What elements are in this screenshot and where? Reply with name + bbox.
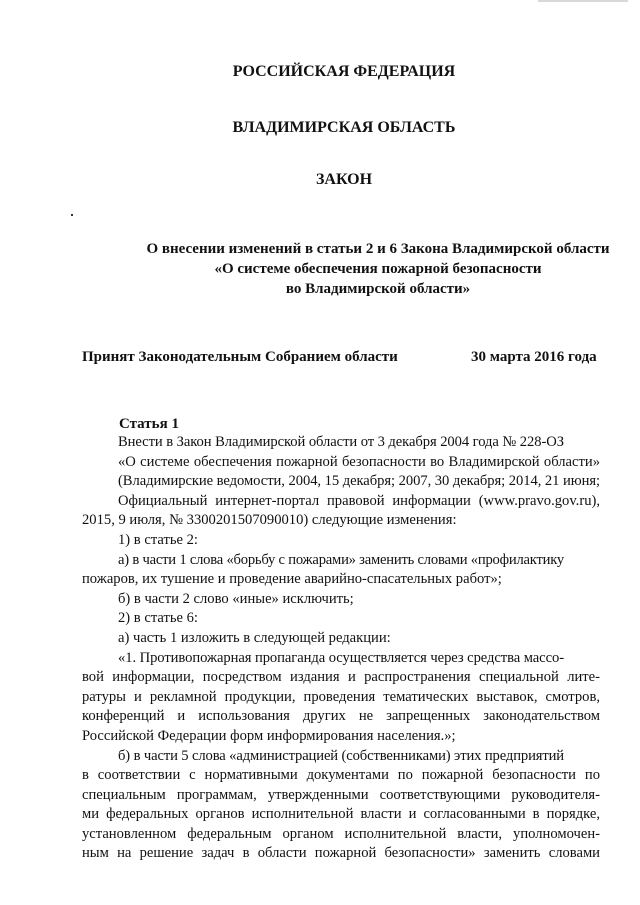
body-line: ратуры и рекламной продукции, проведения тематических выставок, смотров, [82,688,600,705]
body-line: 2) в статье 6: [118,610,198,627]
body-line: вой информации, посредством издания и распространения специальной лите- [82,669,600,686]
adopted-by-label: Принят Законодательным Собранием области [82,349,398,365]
body-line: «1. Противопожарная пропаганда осуществляется через средства массо- [118,649,564,666]
scan-speck [71,214,73,216]
country-heading: РОССИЙСКАЯ ФЕДЕРАЦИЯ [232,63,456,80]
item-2 [82,609,600,629]
body-line: «О системе обеспечения пожарной безопасности во Владимирской области» [118,453,600,470]
paragraph-intro [82,433,600,511]
body-line: в соответствии с нормативными документами по пожарной безопасности по [82,767,600,784]
body-line: ми федеральных органов исполнительной власти и согласованными в порядке, [82,806,600,823]
body-line: а) часть 1 изложить в следующей редакции: [118,629,391,646]
body-line: 2015, 9 июля, № 3300201507090010) следующие изменения: [82,512,457,529]
item-1 [82,531,600,551]
item-2b-cont [82,766,600,864]
body-line: 1) в статье 2: [118,531,198,548]
paragraph-intro-end [82,511,600,531]
law-title-line-1: О внесении изменений в статьи 2 и 6 Закона Владимирской области [146,241,610,257]
item-2a-quote-end [82,727,600,747]
article-heading: Статья 1 [119,416,179,432]
item-2b [82,747,600,767]
item-1a-end [82,570,600,590]
body-line: Официальный интернет-портал правовой информации (www.pravo.gov.ru), [118,492,600,509]
region-heading: ВЛАДИМИРСКАЯ ОБЛАСТЬ [232,119,456,136]
article-body [82,433,600,864]
body-line: а) в части 1 слова «борьбу с пожарами» заменить словами «профилактику [118,551,564,568]
item-1b [82,590,600,610]
body-line: Внести в Закон Владимирской области от 3 декабря 2004 года № 228-ОЗ [118,434,564,450]
law-title-line-3: во Владимирской области» [285,281,471,297]
body-line: специальным программам, утвержденными соответствующими руководителя- [82,786,600,803]
body-line: (Владимирские ведомости, 2004, 15 декабря; 2007, 30 декабря; 2014, 21 июня; [118,473,600,490]
scan-edge-mark [538,0,628,2]
body-line: Российской Федерации форм информирования населения.»; [82,727,456,744]
body-line: установленном федеральным органом исполнительной власти, уполномочен- [82,825,600,842]
item-2a-quote-cont [82,668,600,727]
adoption-date: 30 марта 2016 года [471,349,597,365]
item-2a [82,629,600,649]
body-line: б) в части 5 слова «администрацией (собственниками) этих предприятий [118,747,564,764]
document-type-heading: ЗАКОН [315,171,373,188]
item-1a [82,551,600,571]
body-line: ным на решение задач в области пожарной безопасности» заменить словами [82,845,600,862]
body-line: пожаров, их тушение и проведение аварийно-спасательных работ»; [82,571,502,588]
item-2a-quote [82,649,600,669]
body-line: конференций и использования других не запрещенных законодательством [82,708,600,725]
body-line: б) в части 2 слово «иные» исключить; [118,590,354,607]
law-title-line-2: «О системе обеспечения пожарной безопасности [214,261,542,277]
